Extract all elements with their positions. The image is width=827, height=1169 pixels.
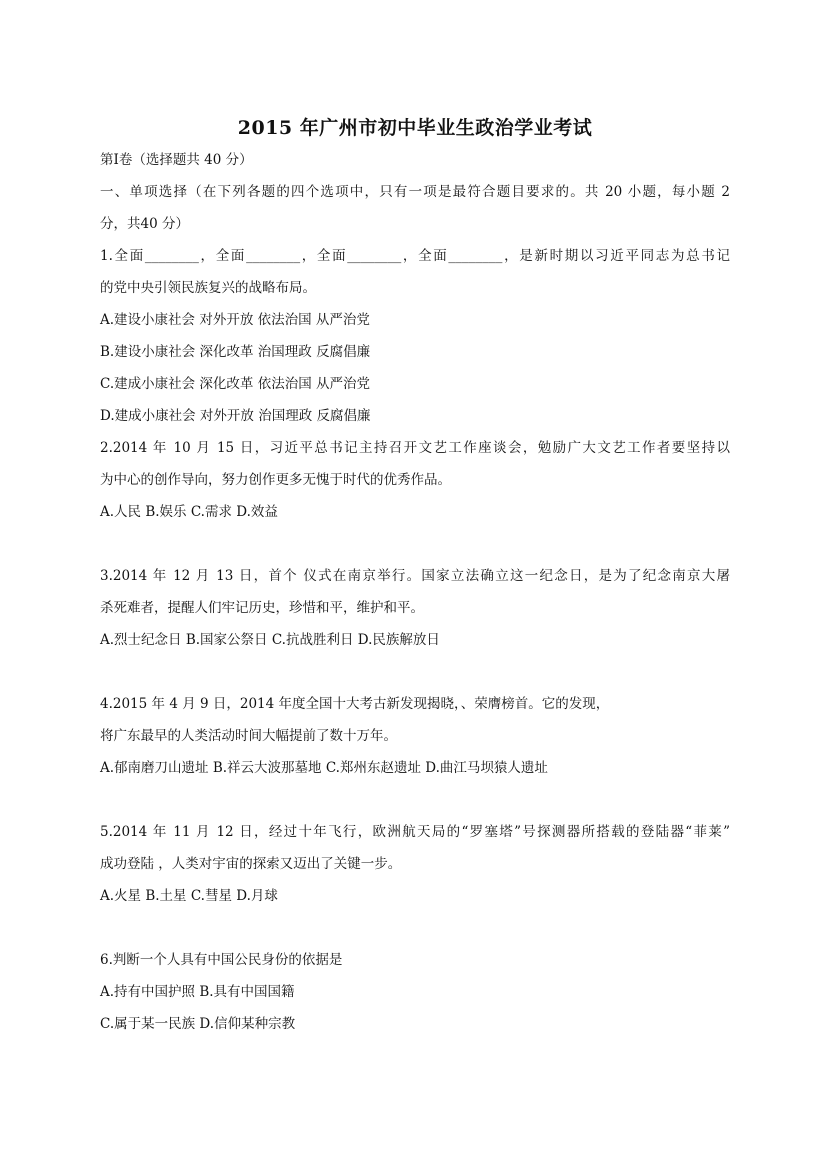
question-2-stem-line-2: 为中心的创作导向，努力创作更多无愧于时代的优秀作品。 bbox=[100, 472, 451, 488]
question-1-stem-line-2: 的党中央引领民族复兴的战略布局。 bbox=[100, 280, 316, 296]
question-6-stem: 6.判断一个人具有中国公民身份的依据是 bbox=[100, 952, 343, 968]
question-1-stem-line-1: 1.全面________，全面________，全面________，全面________，是新时期以习近平同志为总书记 bbox=[100, 248, 730, 264]
question-5-stem-line-2: 成功登陆 ，人类对宇宙的探索又迈出了关键一步。 bbox=[100, 856, 402, 872]
question-3-stem-line-2: 杀死难者，提醒人们牢记历史，珍惜和平，维护和平。 bbox=[100, 600, 424, 616]
question-6-options-line-2: C.属于某一民族 D.信仰某种宗教 bbox=[100, 1016, 296, 1032]
instructions-line-2: 分，共40 分） bbox=[100, 216, 189, 232]
instructions-line-1: 一、单项选择（在下列各题的四个选项中，只有一项是最符合题目要求的。共 20 小题，每小题 2 bbox=[100, 184, 730, 200]
question-5-stem-line-1: 5.2014 年 11 月 12 日，经过十年飞行，欧洲航天局的“罗塞塔”号探测器所搭载的登陆器“菲莱” bbox=[100, 824, 730, 840]
question-2-stem-line-1: 2.2014 年 10 月 15 日，习近平总书记主持召开文艺工作座谈会，勉励广大文艺工作者要坚持以 bbox=[100, 440, 730, 456]
question-4-stem-line-1: 4.2015 年 4 月 9 日，2014 年度全国十大考古新发现揭晓，、荣膺榜首。它的发现， bbox=[100, 696, 610, 712]
question-1-option-b: B.建设小康社会 深化改革 治国理政 反腐倡廉 bbox=[100, 344, 371, 360]
question-3-stem-line-1: 3.2014 年 12 月 13 日，首个 仪式在南京举行。国家立法确立这一纪念日，是为了纪念南京大屠 bbox=[100, 568, 730, 584]
question-5-options: A.火星 B.土星 C.彗星 D.月球 bbox=[100, 888, 278, 904]
question-1-option-d: D.建成小康社会 对外开放 治国理政 反腐倡廉 bbox=[100, 408, 371, 424]
question-1-option-a: A.建设小康社会 对外开放 依法治国 从严治党 bbox=[100, 312, 370, 328]
question-4-options: A.郁南磨刀山遗址 B.祥云大波那墓地 C.郑州东赵遗址 D.曲江马坝猿人遗址 bbox=[100, 760, 548, 776]
question-2-options: A.人民 B.娱乐 C.需求 D.效益 bbox=[100, 504, 278, 520]
exam-page bbox=[100, 0, 730, 1169]
question-3-options: A.烈士纪念日 B.国家公祭日 C.抗战胜利日 D.民族解放日 bbox=[100, 632, 440, 648]
question-6-options-line-1: A.持有中国护照 B.具有中国国籍 bbox=[100, 984, 295, 1000]
exam-title: 2015 年广州市初中毕业生政治学业考试 bbox=[237, 117, 593, 139]
section-header: 第Ⅰ卷（选择题共 40 分） bbox=[100, 152, 253, 168]
question-1-option-c: C.建成小康社会 深化改革 依法治国 从严治党 bbox=[100, 376, 371, 392]
question-4-stem-line-2: 将广东最早的人类活动时间大幅提前了数十万年。 bbox=[100, 728, 397, 744]
